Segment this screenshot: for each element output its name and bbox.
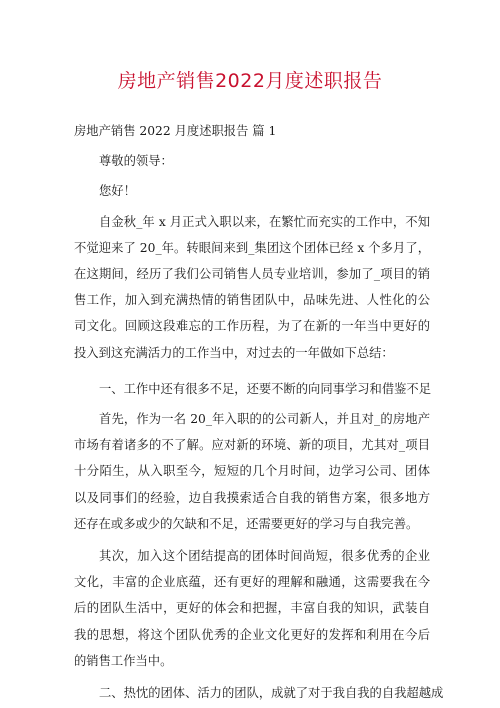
paragraph-intro: 自金秋_年 x 月正式入职以来，在繁忙而充实的工作中，不知不觉迎来了 20_年。转眼间来到_集团这个团体已经 x 个多月了，在这期间，经历了我们公司销售人员专业培训，参加了_项目的销售工作，加入到充满热情的销售团队中，品味先进、人性化的公司文化。回顾这段难忘的工作历程，为了在新的一年当中更好的投入到这充满活力的工作当中，对过去的一年做如下总结： — [74, 214, 430, 360]
report-subtitle: 房地产销售 2022 月度述职报告 篇 1 — [74, 124, 277, 138]
paragraph-first: 首先，作为一名 20_年入职的的公司新人，并且对_的房地产市场有着诸多的不了解。应对新的环境、新的项目，尤其对_项目十分陌生，从入职至今，短短的几个月时间，边学习公司、团体以及同事们的经验，边自我摸索适合自我的销售方案，很多地方还存在或多或少的欠缺和不足，还需要更好的学习与自我完善。 — [74, 412, 430, 531]
salutation: 尊敬的领导： — [99, 154, 173, 169]
section-heading-2: 二、热忱的团体、活力的团队，成就了对于我自我的自我超越成 — [99, 686, 444, 701]
paragraph-second: 其次，加入这个团结提高的团体时间尚短，很多优秀的企业文化，丰富的企业底蕴，还有更好的理解和融通，这需要我在今后的团队生活中，更好的体会和把握，丰富自我的知识，武装自我的思想，将这个团队优秀的企业文化更好的发挥和利用在今后的销售工作当中。 — [74, 549, 430, 668]
document-body — [74, 118, 444, 706]
section-heading-1: 一、工作中还有很多不足，还要不断的向同事学习和借鉴不足 — [99, 381, 432, 396]
document-title: 房地产销售2022月度述职报告 — [117, 70, 383, 92]
greeting: 您好！ — [99, 184, 136, 199]
